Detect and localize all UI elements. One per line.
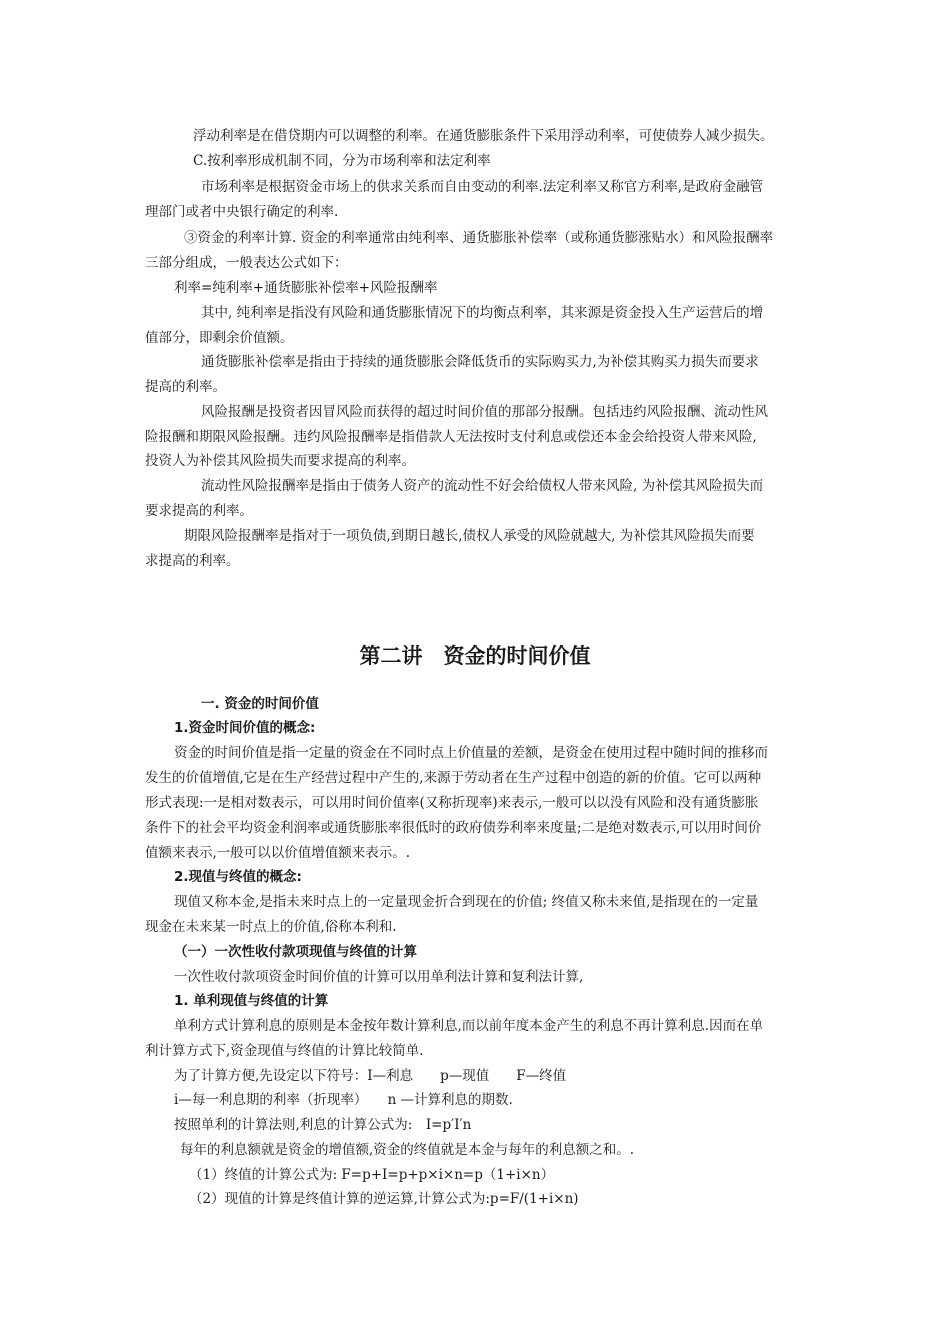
paragraph-line: 投资人为补偿其风险损失而要求提高的利率。	[145, 453, 415, 469]
paragraph-line: 现金在未来某一时点上的价值,俗称本利和.	[145, 919, 397, 935]
paragraph-line: 期限风险报酬率是指对于一项负债,到期日越长,债权人承受的风险就越大, 为补偿其风险损失而要	[184, 528, 755, 544]
paragraph-line: 一次性收付款项资金时间价值的计算可以用单利法计算和复利法计算,	[174, 969, 584, 985]
paragraph-line: 理部门或者中央银行确定的利率.	[145, 204, 339, 220]
paragraph-line: 形式表现:一是相对数表示，可以用时间价值率(又称折现率)来表示,一般可以以没有风险和没有通货膨胀	[145, 795, 759, 811]
paragraph-line: 流动性风险报酬率是指由于债务人资产的流动性不好会给债权人带来风险, 为补偿其风险损失而	[201, 478, 764, 494]
paragraph-line: 风险报酬是投资者因冒风险而获得的超过时间价值的那部分报酬。包括违约风险报酬、流动性风	[201, 404, 768, 420]
paragraph-line: 现值又称本金,是指未来时点上的一定量现金折合到现在的价值; 终值又称未来值,是指现在的一定量	[174, 894, 759, 910]
paragraph-line: 按照单利的计算法则,利息的计算公式为: I=p′I′n	[174, 1117, 472, 1133]
subsection-heading: 1. 单利现值与终值的计算	[174, 993, 329, 1009]
formula-line: （2）现值的计算是终值计算的逆运算,计算公式为:p=F/(1+i×n)	[189, 1191, 579, 1207]
paragraph-line: 求提高的利率。	[145, 553, 240, 569]
paragraph-line: 条件下的社会平均资金利润率或通货膨胀率很低时的政府债券利率来度量;二是绝对数表示,可以用时间价	[145, 820, 762, 836]
paragraph-line: 浮动利率是在借贷期内可以调整的利率。在通货膨胀条件下采用浮动利率，可使债券人减少损失。	[193, 128, 774, 144]
section-heading: 一. 资金的时间价值	[201, 696, 319, 712]
paragraph-line: 值额来表示,一般可以以价值增值额来表示。.	[145, 845, 411, 861]
paragraph-line: 利计算方式下,资金现值与终值的计算比较简单.	[145, 1043, 424, 1059]
paragraph-line: 为了计算方便,先设定以下符号：I—利息 p—现值 F—终值	[174, 1068, 567, 1084]
paragraph-line: 通货膨胀补偿率是指由于持续的通货膨胀会降低货币的实际购买力,为补偿其购买力损失而要求	[201, 354, 759, 370]
paragraph-line: 值部分，即剩余价值额。	[145, 330, 294, 346]
paragraph-line: 提高的利率。	[145, 379, 226, 395]
paragraph-line: 发生的价值增值,它是在生产经营过程中产生的,来源于劳动者在生产过程中创造的新的价值。它可以两种	[145, 770, 762, 786]
paragraph-line: C.按利率形成机制不同，分为市场利率和法定利率	[193, 153, 491, 169]
paragraph-line: 险报酬和期限风险报酬。违约风险报酬率是指借款人无法按时支付利息或偿还本金会给投资人带来风险,	[145, 429, 757, 445]
paragraph-line: 其中, 纯利率是指没有风险和通货膨胀情况下的均衡点利率，其来源是资金投入生产运营后的增	[201, 305, 764, 321]
subsection-heading: （一）一次性收付款项现值与终值的计算	[174, 944, 417, 960]
subsection-heading: 1.资金时间价值的概念:	[174, 720, 316, 736]
paragraph-line: ③资金的利率计算. 资金的利率通常由纯利率、通货膨胀补偿率（或称通货膨涨贴水）和风险报酬率	[184, 230, 774, 246]
formula-line: 利率=纯利率+通货膨胀补偿率+风险报酬率	[174, 280, 438, 296]
formula-line: （1）终值的计算公式为: F=p+I=p+p×i×n=p（1+i×n）	[189, 1167, 555, 1183]
paragraph-line: 要求提高的利率。	[145, 503, 253, 519]
paragraph-line: i—每一利息期的利率（折现率） n —计算利息的期数.	[174, 1092, 513, 1108]
lecture-title: 第二讲 资金的时间价值	[359, 644, 591, 668]
paragraph-line: 市场利率是根据资金市场上的供求关系而自由变动的利率.法定利率又称官方利率,是政府金融管	[201, 179, 764, 195]
paragraph-line: 单利方式计算利息的原则是本金按年数计算利息,而以前年度本金产生的利息不再计算利息.因而在单	[174, 1018, 764, 1034]
paragraph-line: 三部分组成，一般表达公式如下：	[145, 255, 348, 271]
subsection-heading: 2.现值与终值的概念:	[174, 869, 302, 885]
paragraph-line: 每年的利息额就是资金的增值额,资金的终值就是本金与每年的利息额之和。.	[180, 1142, 635, 1158]
paragraph-line: 资金的时间价值是指一定量的资金在不同时点上价值量的差额，是资金在使用过程中随时间的推移而	[174, 745, 768, 761]
